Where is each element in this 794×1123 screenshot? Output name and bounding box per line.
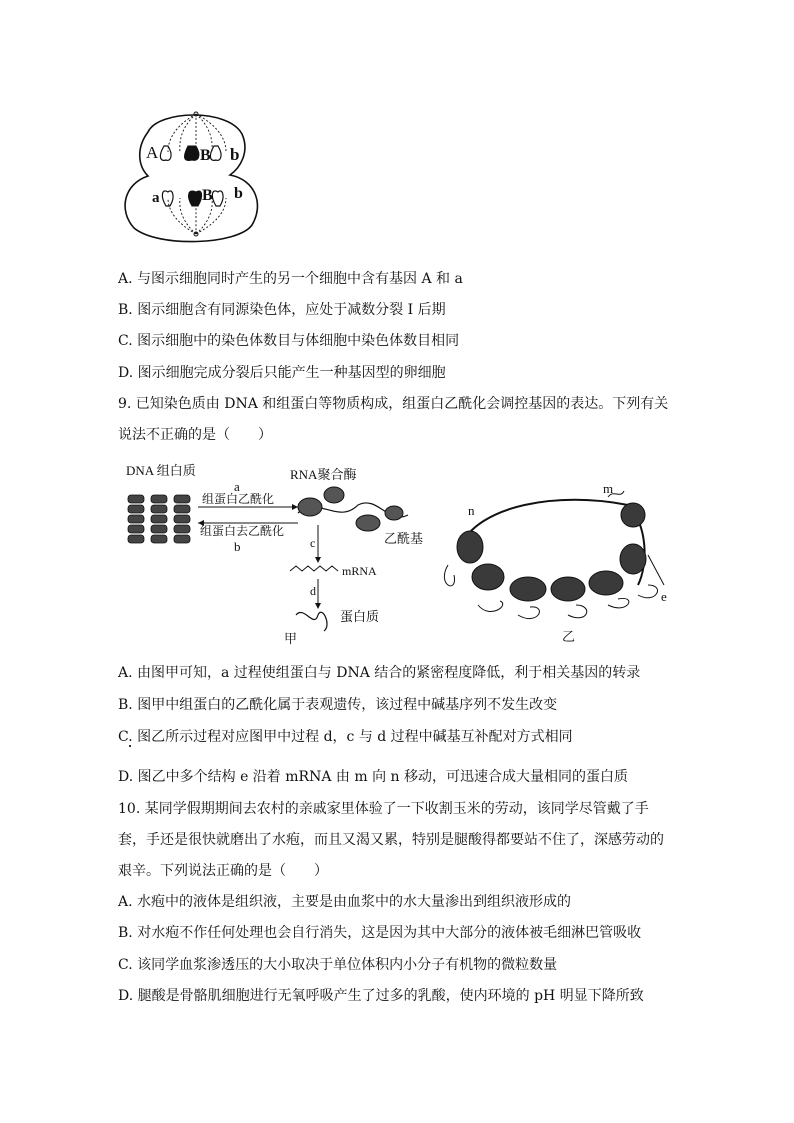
label-b-process: b <box>234 539 241 554</box>
protein-label: 蛋白质 <box>340 609 380 624</box>
mrna-label: mRNA <box>342 564 377 578</box>
cell-division-figure <box>118 100 278 250</box>
q10-option-d: D. 腿酸是骨骼肌细胞进行无氧呼吸产生了过多的乳酸，使内环境的 pH 明显下降所致 <box>118 988 644 1004</box>
q10-stem-line3: 艰辛。下列说法正确的是（ ） <box>118 863 328 879</box>
acetylation-label: 组蛋白乙酰化 <box>202 492 275 506</box>
label-a: a <box>152 190 160 206</box>
label-e: e <box>661 589 667 604</box>
histone-figure <box>118 455 678 645</box>
stray-dot <box>129 745 131 747</box>
rna-polymerase-label: RNA聚合酶 <box>290 467 357 482</box>
q8-option-b: B. 图示细胞含有同源染色体，应处于减数分裂 I 后期 <box>118 302 446 318</box>
deacetylation-label: 组蛋白去乙酰化 <box>200 524 285 538</box>
label-b-top: b <box>230 145 240 164</box>
label-B-bottom: B <box>202 187 213 204</box>
label-m: m <box>603 481 614 496</box>
label-c: c <box>310 536 316 550</box>
q10-option-a: A. 水疱中的液体是组织液，主要是由血浆中的水大量渗出到组织液形成的 <box>118 894 572 910</box>
q10-option-c: C. 该同学血浆渗透压的大小取决于单位体积内小分子有机物的微粒数量 <box>118 957 558 973</box>
label-d: d <box>310 584 316 598</box>
label-b-bottom: b <box>234 185 243 202</box>
label-B-top: B <box>200 147 211 164</box>
q10-stem-line1: 10. 某同学假期期间去农村的亲戚家里体验了一下收割玉米的劳动，该同学尽管戴了手 <box>118 801 649 817</box>
q9-stem-line1: 9. 已知染色质由 DNA 和组蛋白等物质构成，组蛋白乙酰化会调控基因的表达。下列有关 <box>118 396 669 412</box>
q8-option-a: A. 与图示细胞同时产生的另一个细胞中含有基因 A 和 a <box>118 271 463 287</box>
yi-label: 乙 <box>562 629 576 644</box>
q8-option-c: C. 图示细胞中的染色体数目与体细胞中染色体数目相同 <box>118 333 460 349</box>
q9-option-d: D. 图乙中多个结构 e 沿着 mRNA 由 m 向 n 移动，可迅速合成大量相同的蛋白质 <box>118 769 628 785</box>
q8-option-d: D. 图示细胞完成分裂后只能产生一种基因型的卵细胞 <box>118 365 446 381</box>
label-a-process: a <box>234 479 240 494</box>
label-A: A <box>146 143 159 162</box>
label-n: n <box>468 503 475 518</box>
dna-histone-label: DNA 组白质 <box>126 463 196 478</box>
q10-option-b: B. 对水疱不作任何处理也会自行消失，这是因为其中大部分的液体被毛细淋巴管吸收 <box>118 925 642 941</box>
q9-option-b: B. 图甲中组蛋白的乙酰化属于表观遗传，该过程中碱基序列不发生改变 <box>118 697 558 713</box>
q9-option-a: A. 由图甲可知，a 过程使组蛋白与 DNA 结合的紧密程度降低，利于相关基因的转录 <box>118 665 641 681</box>
jia-label: 甲 <box>284 631 298 645</box>
q9-stem-line2: 说法不正确的是（ ） <box>118 427 272 443</box>
acetyl-label: 乙酰基 <box>384 531 424 546</box>
q10-stem-line2: 套，手还是很快就磨出了水疱，而且又渴又累，特别是腿酸得都要站不住了，深感劳动的 <box>118 832 664 848</box>
q9-option-c: C. 图乙所示过程对应图甲中过程 d，c 与 d 过程中碱基互补配对方式相同 <box>118 729 573 745</box>
